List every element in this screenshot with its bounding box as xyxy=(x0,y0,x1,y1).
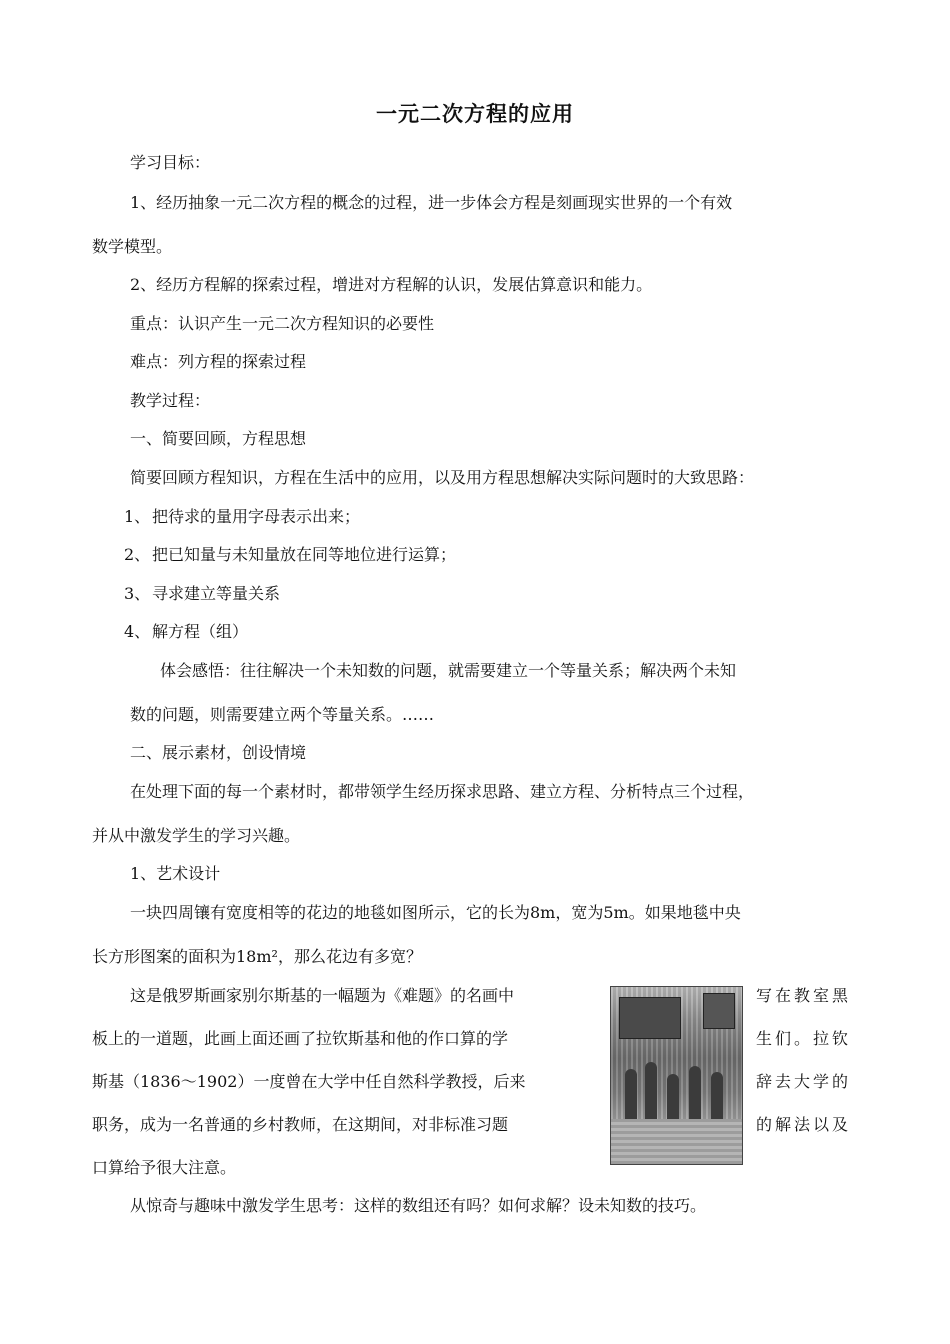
story-line-2-right: 生们。拉钦 xyxy=(756,1029,852,1048)
list-item-number: 3、 xyxy=(124,584,151,603)
key-point: 重点：认识产生一元二次方程知识的必要性 xyxy=(130,314,435,333)
figure-shape xyxy=(689,1066,701,1124)
problem-line-2: 长方形图案的面积为18m²，那么花边有多宽？ xyxy=(92,947,422,966)
story-line-4-left: 职务，成为一名普通的乡村教师，在这期间，对非标准习题 xyxy=(92,1115,509,1134)
list-item xyxy=(124,544,456,566)
material-line-2: 并从中激发学生的学习兴趣。 xyxy=(92,826,301,845)
list-item-text: 解方程（组） xyxy=(152,622,249,641)
list-item-text: 把已知量与未知量放在同等地位进行运算； xyxy=(152,545,457,564)
painting-image xyxy=(610,986,743,1165)
figure-shape xyxy=(711,1072,723,1124)
blackboard-shape xyxy=(619,997,681,1039)
list-item xyxy=(124,583,280,605)
story-line-2-left: 板上的一道题，此画上面还画了拉钦斯基和他的作口算的学 xyxy=(92,1029,509,1048)
story-line-5: 口算给予很大注意。 xyxy=(92,1158,237,1177)
art-design-heading: 1、艺术设计 xyxy=(130,864,221,883)
blackboard-shape xyxy=(703,993,735,1029)
story-line-1-right: 写在教室黑 xyxy=(756,986,852,1005)
story-line-1-left: 这是俄罗斯画家别尔斯基的一幅题为《难题》的名画中 xyxy=(130,986,515,1005)
review-paragraph: 简要回顾方程知识，方程在生活中的应用，以及用方程思想解决实际问题时的大致思路： xyxy=(130,468,755,487)
section-1-heading: 一、简要回顾，方程思想 xyxy=(130,429,307,448)
section-2-heading: 二、展示素材，创设情境 xyxy=(130,743,307,762)
list-item-number: 2、 xyxy=(124,545,151,564)
material-line-1: 在处理下面的每一个素材时，都带领学生经历探求思路、建立方程、分析特点三个过程， xyxy=(130,782,755,801)
figure-shape xyxy=(645,1062,657,1124)
floor-shape xyxy=(611,1119,742,1164)
list-item-number: 4、 xyxy=(124,622,151,641)
story-line-3-right: 辞去大学的 xyxy=(756,1072,852,1091)
list-item-number: 1、 xyxy=(124,507,151,526)
list-item-text: 把待求的量用字母表示出来； xyxy=(152,507,361,526)
goals-heading: 学习目标： xyxy=(130,153,211,172)
figure-shape xyxy=(625,1069,637,1124)
process-heading: 教学过程： xyxy=(130,391,211,410)
difficulty: 难点：列方程的探索过程 xyxy=(130,352,307,371)
problem-line-1: 一块四周镶有宽度相等的花边的地毯如图所示，它的长为8m，宽为5m。如果地毯中央 xyxy=(130,903,741,922)
story-line-4-right: 的解法以及 xyxy=(756,1115,852,1134)
figure-shape xyxy=(667,1074,679,1124)
list-item xyxy=(124,621,248,643)
insight-line-1: 体会感悟：往往解决一个未知数的问题，就需要建立一个等量关系；解决两个未知 xyxy=(160,661,737,680)
page-title: 一元二次方程的应用 xyxy=(376,102,574,126)
goal-2: 2、经历方程解的探索过程，增进对方程解的认识，发展估算意识和能力。 xyxy=(130,275,653,294)
closing-paragraph: 从惊奇与趣味中激发学生思考：这样的数组还有吗？如何求解？设未知数的技巧。 xyxy=(130,1196,707,1215)
goal-1-line-2: 数学模型。 xyxy=(92,237,173,256)
goal-1-line-1: 1、经历抽象一元二次方程的概念的过程，进一步体会方程是刻画现实世界的一个有效 xyxy=(130,193,733,212)
story-line-3-left: 斯基（1836～1902）一度曾在大学中任自然科学教授，后来 xyxy=(92,1072,526,1091)
list-item xyxy=(124,506,360,528)
list-item-text: 寻求建立等量关系 xyxy=(152,584,281,603)
insight-line-2: 数的问题，则需要建立两个等量关系。…… xyxy=(130,705,435,724)
